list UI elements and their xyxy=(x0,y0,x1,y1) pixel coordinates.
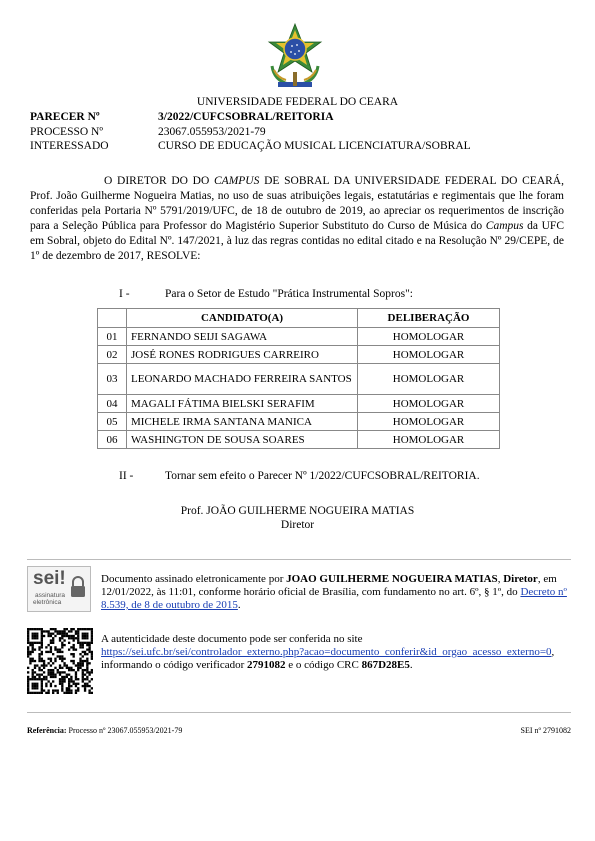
processo-label: PROCESSO Nº xyxy=(30,126,103,138)
deliberation: HOMOLOGAR xyxy=(358,395,500,413)
deliberation: HOMOLOGAR xyxy=(358,431,500,449)
section-1-number: I - xyxy=(119,288,130,300)
parecer-label: PARECER Nº xyxy=(30,111,100,123)
electronic-signature-notice xyxy=(101,573,567,612)
paragraph-text-3: da UFC em Sobral, objeto do Edital Nº. 147/2021, à luz das regras contidas no edital citado e na Resolução Nº 29/CEPE, de 1º de dezembro de 2017, RESOLVE: xyxy=(30,220,564,262)
candidate-name: LEONARDO MACHADO FERREIRA SANTOS xyxy=(127,364,358,395)
sei-signature-logo xyxy=(27,566,91,612)
divider xyxy=(27,559,571,560)
table-row xyxy=(98,346,500,364)
verification-link[interactable]: https://sei.ufc.br/sei/controlador_externo.php?acao=documento_conferir&id_orgao_acesso_externo=0 xyxy=(101,646,552,658)
header-deliberation: DELIBERAÇÃO xyxy=(358,309,500,328)
signatory-name: Prof. JOÃO GUILHERME NOGUEIRA MATIAS xyxy=(180,505,415,517)
footer-reference xyxy=(27,726,182,735)
row-number: 02 xyxy=(98,346,127,364)
verifier-code: 2791082 xyxy=(247,659,286,671)
row-number: 06 xyxy=(98,431,127,449)
qr-code xyxy=(27,628,93,694)
interessado-label: INTERESSADO xyxy=(30,140,109,152)
sign-text-2: , xyxy=(497,573,504,585)
table-row xyxy=(98,364,500,395)
crc-code: 867D28E5 xyxy=(361,659,410,671)
coat-of-arms-seal xyxy=(264,22,326,92)
signatory-role: Diretor xyxy=(280,519,315,531)
table-row xyxy=(98,431,500,449)
sign-text-4: . xyxy=(237,599,241,611)
deliberation: HOMOLOGAR xyxy=(358,346,500,364)
candidates-table xyxy=(97,308,500,449)
table-row xyxy=(98,395,500,413)
footer-sei-number: SEI nº 2791082 xyxy=(520,726,571,735)
deliberation: HOMOLOGAR xyxy=(358,413,500,431)
candidate-name: MAGALI FÁTIMA BIELSKI SERAFIM xyxy=(127,395,358,413)
interessado-value: CURSO DE EDUCAÇÃO MUSICAL LICENCIATURA/SOBRAL xyxy=(158,140,471,152)
institution-name: UNIVERSIDADE FEDERAL DO CEARA xyxy=(196,96,399,108)
header-candidate: CANDIDATO(A) xyxy=(127,309,358,328)
sign-text-3: , em 12/01/2022, às 11:01, conforme horário oficial de Brasília, com fundamento no art. 6º, § 1º, do xyxy=(101,573,557,598)
signer-name: JOAO GUILHERME NOGUEIRA MATIAS xyxy=(286,573,498,585)
row-number: 04 xyxy=(98,395,127,413)
header-number xyxy=(98,309,127,328)
auth-text-2: , informando o código verificador xyxy=(101,646,555,671)
deliberation: HOMOLOGAR xyxy=(358,328,500,346)
section-1-text: Para o Setor de Estudo "Prática Instrumental Sopros": xyxy=(165,288,413,300)
section-2-number: II - xyxy=(119,470,134,482)
candidate-name: MICHELE IRMA SANTANA MANICA xyxy=(127,413,358,431)
table-row xyxy=(98,328,500,346)
signer-role: Diretor xyxy=(503,573,538,585)
row-number: 05 xyxy=(98,413,127,431)
candidate-name: WASHINGTON DE SOUSA SOARES xyxy=(127,431,358,449)
auth-text-4: . xyxy=(409,659,413,671)
authenticity-notice xyxy=(101,633,567,672)
footer-reference-value: Processo nº 23067.055953/2021-79 xyxy=(66,726,183,735)
footer-reference-label: Referência: xyxy=(27,726,67,735)
campus-word-1: CAMPUS xyxy=(214,175,260,187)
campus-word-2: Campus xyxy=(485,220,524,232)
deliberation: HOMOLOGAR xyxy=(358,364,500,395)
auth-text-3: e o código CRC xyxy=(285,659,362,671)
divider xyxy=(27,712,571,713)
parecer-value: 3/2022/CUFCSOBRAL/REITORIA xyxy=(158,111,334,123)
sei-logo-subtext-1: assinatura xyxy=(35,592,65,599)
row-number: 03 xyxy=(98,364,127,395)
sei-logo-subtext-2: eletrônica xyxy=(33,599,62,606)
sign-text-1: Documento assinado eletronicamente por xyxy=(101,573,287,585)
candidate-name: JOSÉ RONES RODRIGUES CARREIRO xyxy=(127,346,358,364)
sei-logo-text: sei! xyxy=(33,568,66,589)
resolution-paragraph xyxy=(30,174,564,264)
paragraph-text-1: O DIRETOR DO DO xyxy=(104,175,214,187)
candidate-name: FERNANDO SEIJI SAGAWA xyxy=(127,328,358,346)
paragraph-text-2: DE SOBRAL DA UNIVERSIDADE FEDERAL DO CEARÁ, Prof. João Guilherme Nogueira Matias, no uso de suas atribuições legais, estatutárias e regimentais que lhe foram conferidas pela Portaria Nº 5791/2019/UFC, de 18 de outubro de 2019, ao apreciar os requerimentos de inscrição para a Seleção Pública para Professor do Magistério Superior Substituto do Curso de Música do xyxy=(30,175,564,232)
section-2-text: Tornar sem efeito o Parecer Nº 1/2022/CUFCSOBRAL/REITORIA. xyxy=(165,470,480,482)
table-row xyxy=(98,413,500,431)
decree-link[interactable]: Decreto nº 8.539, de 8 de outubro de 2015 xyxy=(101,586,567,611)
row-number: 01 xyxy=(98,328,127,346)
processo-value: 23067.055953/2021-79 xyxy=(158,126,266,138)
table-header-row xyxy=(98,309,500,328)
auth-text-1: A autenticidade deste documento pode ser conferida no site xyxy=(101,633,363,645)
